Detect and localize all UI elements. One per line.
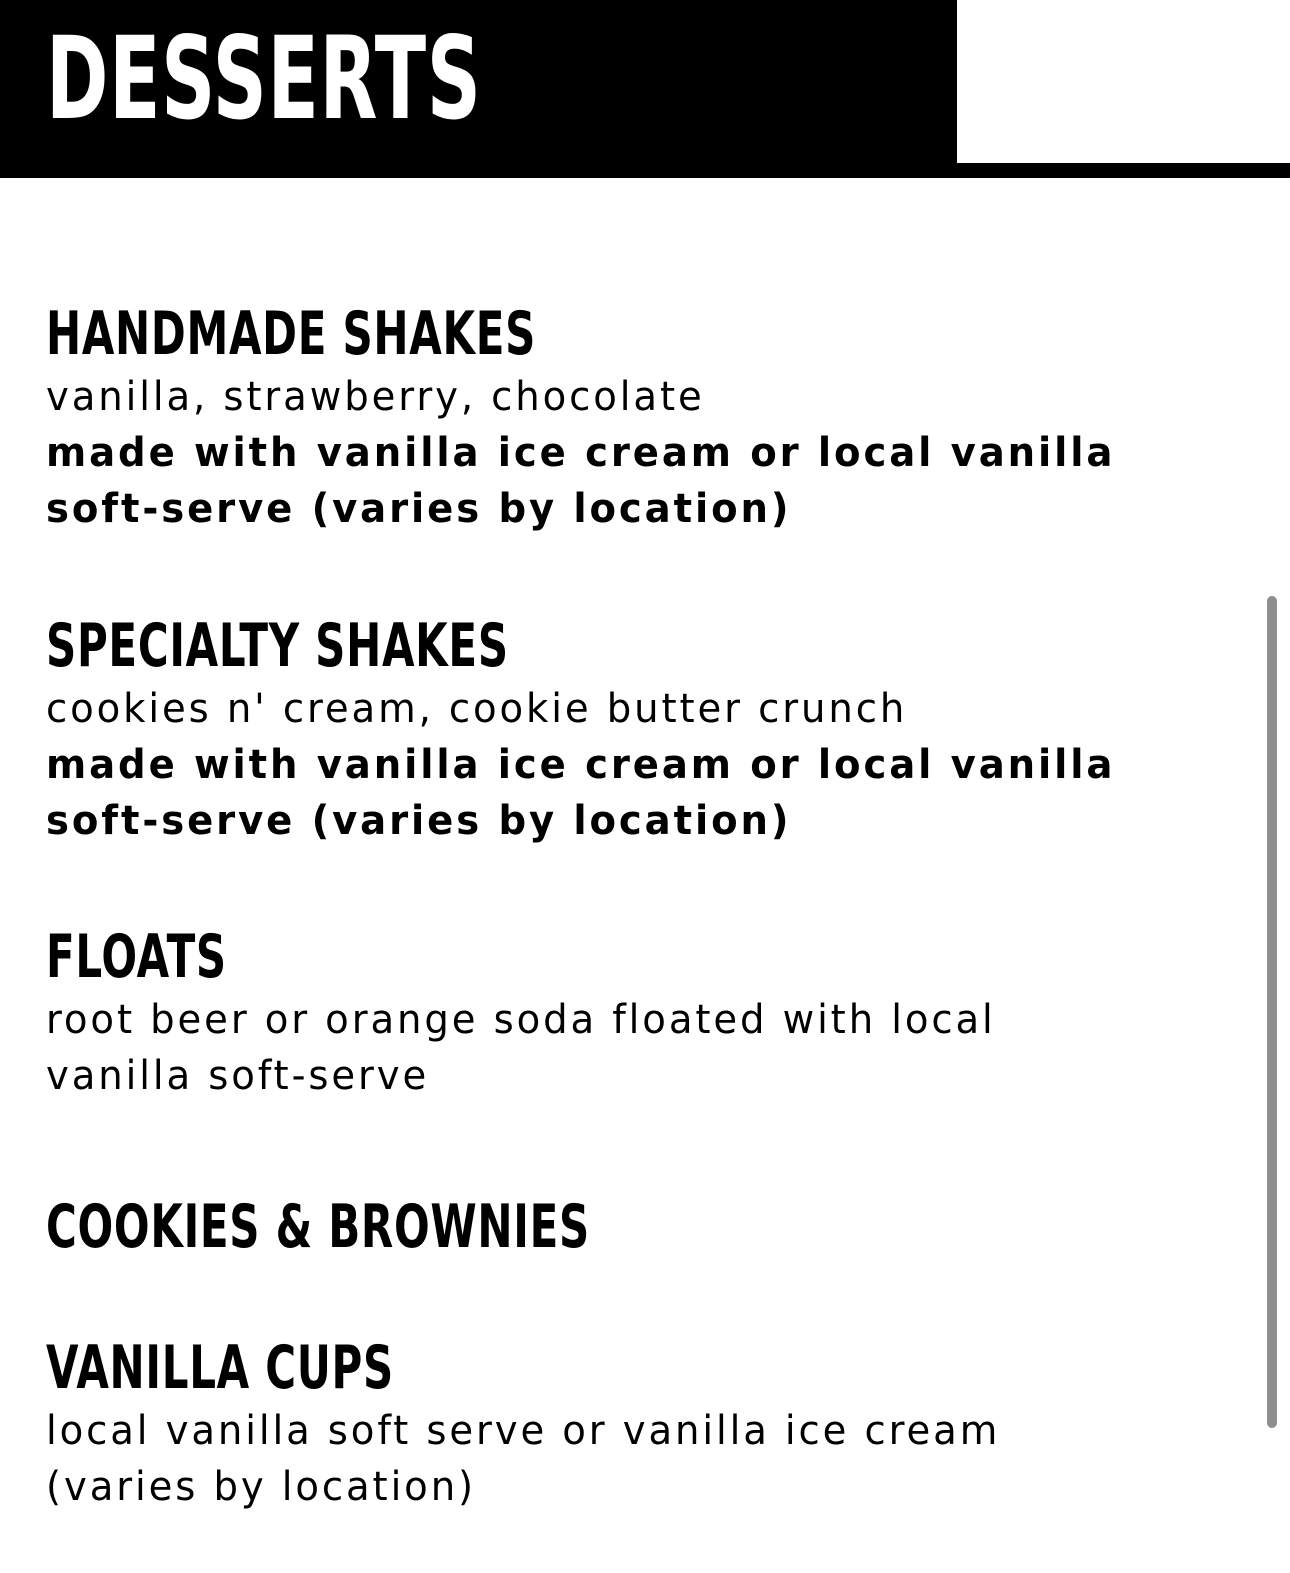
- menu-item-specialty-shakes: [46, 611, 1226, 849]
- item-description: root beer or orange soda floated with local: [46, 997, 996, 1043]
- item-title: HANDMADE SHAKES: [46, 299, 537, 369]
- item-title: SPECIALTY SHAKES: [46, 611, 509, 681]
- menu-item-floats: [46, 922, 1226, 1104]
- menu-item-handmade-shakes: [46, 299, 1226, 537]
- item-title: COOKIES & BROWNIES: [46, 1192, 590, 1262]
- item-flavors: cookies n' cream, cookie butter crunch: [46, 686, 908, 732]
- item-flavors: vanilla, strawberry, chocolate: [46, 374, 705, 420]
- item-description: (varies by location): [46, 1464, 477, 1510]
- item-note: made with vanilla ice cream or local vanilla: [46, 742, 1116, 788]
- header-divider: [957, 163, 1290, 178]
- header-banner: [0, 0, 957, 178]
- item-title: FLOATS: [46, 922, 227, 992]
- item-note: soft-serve (varies by location): [46, 798, 792, 844]
- page-title: DESSERTS: [46, 12, 482, 145]
- item-title: VANILLA CUPS: [46, 1333, 394, 1403]
- item-note: made with vanilla ice cream or local vanilla: [46, 430, 1116, 476]
- menu-item-vanilla-cups: [46, 1333, 1226, 1515]
- item-description: local vanilla soft serve or vanilla ice cream: [46, 1408, 1001, 1454]
- vertical-scrollbar[interactable]: [1267, 596, 1277, 1428]
- item-description: vanilla soft-serve: [46, 1053, 430, 1099]
- item-note: soft-serve (varies by location): [46, 486, 792, 532]
- menu-item-cookies-brownies: [46, 1192, 1226, 1262]
